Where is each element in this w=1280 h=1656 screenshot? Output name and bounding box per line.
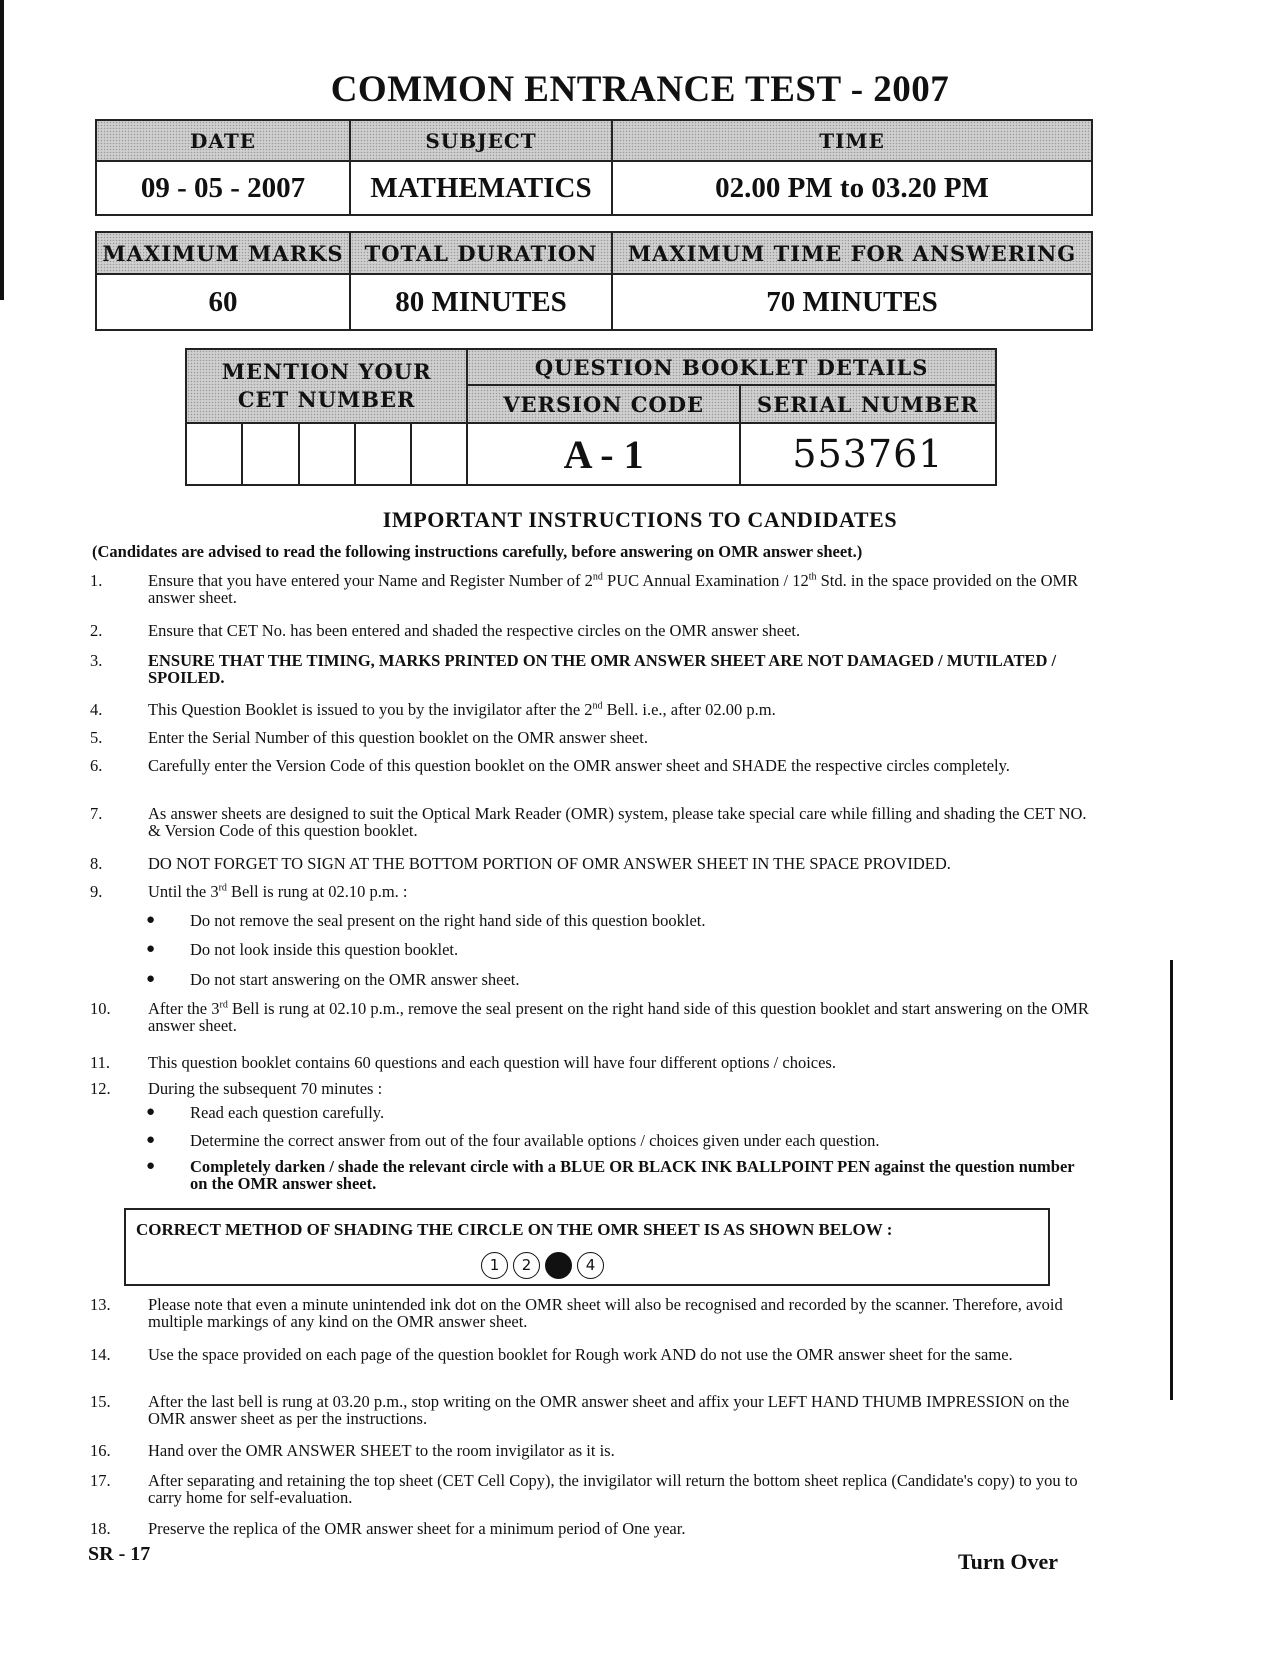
cet-digit-box[interactable] — [186, 423, 242, 485]
omr-circle-sample — [481, 1252, 604, 1279]
item-text: After the 3rd Bell is rung at 02.10 p.m., remove the seal present on the right hand side of this question booklet and start answering on the OMR answer sheet. — [148, 999, 1089, 1035]
version-code-label: VERSION CODE — [467, 385, 740, 423]
booklet-details-table — [185, 348, 997, 486]
instruction-item — [90, 855, 1096, 872]
cet-digit-box[interactable] — [355, 423, 411, 485]
instruction-item — [90, 1054, 1096, 1071]
item-number: 2. — [90, 621, 103, 640]
instruction-item — [90, 1472, 1096, 1506]
date-label: DATE — [96, 120, 350, 161]
exam-date: 09 - 05 - 2007 — [96, 161, 350, 215]
omr-circle-option-3-shaded — [545, 1252, 572, 1279]
instructions-subtitle: (Candidates are advised to read the following instructions carefully, before answering on OMR answer sheet.) — [92, 542, 863, 561]
exam-subject: MATHEMATICS — [350, 161, 612, 215]
exam-time: 02.00 PM to 03.20 PM — [612, 161, 1092, 215]
omr-circle-option-4: 4 — [577, 1252, 604, 1279]
turn-over-label: Turn Over — [958, 1549, 1059, 1574]
total-duration-label: TOTAL DURATION — [350, 232, 612, 274]
item-text: Ensure that CET No. has been entered and shaded the respective circles on the OMR answer sheet. — [148, 621, 801, 640]
item-text: Use the space provided on each page of the question booklet for Rough work AND do not use the OMR answer sheet for the same. — [148, 1345, 1013, 1364]
instruction-item — [90, 883, 1096, 900]
instruction-item — [90, 572, 1096, 606]
bullet-text: Do not look inside this question booklet. — [190, 940, 459, 959]
item-number: 3. — [90, 651, 103, 670]
version-code-value: A - 1 — [467, 423, 740, 485]
bullet-text: Determine the correct answer from out of the four available options / choices given under each question. — [190, 1131, 880, 1150]
serial-number-label: SERIAL NUMBER — [740, 385, 996, 423]
omr-circle-option-2: 2 — [513, 1252, 540, 1279]
cet-digit-box[interactable] — [411, 423, 467, 485]
instruction-item — [90, 805, 1096, 839]
item-text: During the subsequent 70 minutes : — [148, 1079, 383, 1098]
shading-method-box — [124, 1208, 1050, 1286]
cet-digit-box[interactable] — [299, 423, 355, 485]
bullet-item — [146, 1104, 1086, 1121]
item-number: 17. — [90, 1471, 111, 1490]
item-text: Preserve the replica of the OMR answer sheet for a minimum period of One year. — [148, 1519, 686, 1538]
item-number: 7. — [90, 804, 103, 823]
cet-label-line2: CET NUMBER — [237, 387, 416, 412]
instruction-item — [90, 757, 1096, 774]
instruction-item — [90, 622, 1096, 639]
max-marks-label: MAXIMUM MARKS — [96, 232, 350, 274]
bullet-dot-icon: ● — [146, 1104, 156, 1120]
instruction-item — [90, 1520, 1096, 1537]
max-time-label: MAXIMUM TIME FOR ANSWERING — [612, 232, 1092, 274]
max-marks-value: 60 — [96, 274, 350, 330]
omr-circle-option-1: 1 — [481, 1252, 508, 1279]
item-number: 14. — [90, 1345, 111, 1364]
item-text: ENSURE THAT THE TIMING, MARKS PRINTED ON THE OMR ANSWER SHEET ARE NOT DAMAGED / MUTILATED / SPOILED. — [148, 651, 1057, 687]
instruction-item — [90, 1346, 1096, 1363]
instruction-item — [90, 1393, 1096, 1427]
item-number: 4. — [90, 700, 103, 719]
item-text: This question booklet contains 60 questions and each question will have four different options / choices. — [148, 1053, 836, 1072]
instruction-item — [90, 701, 1096, 718]
instruction-item — [90, 1296, 1096, 1330]
bullet-dot-icon: ● — [146, 912, 156, 928]
instructions-title: IMPORTANT INSTRUCTIONS TO CANDIDATES — [382, 507, 898, 532]
marks-table — [95, 231, 1093, 331]
instruction-item — [90, 729, 1096, 746]
item-text: After separating and retaining the top sheet (CET Cell Copy), the invigilator will return the bottom sheet replica (Candidate's copy) to you to carry home for self-evaluation. — [148, 1471, 1078, 1507]
bullet-text: Read each question carefully. — [190, 1103, 385, 1122]
item-text: DO NOT FORGET TO SIGN AT THE BOTTOM PORTION OF OMR ANSWER SHEET IN THE SPACE PROVIDED. — [148, 854, 951, 873]
item-number: 13. — [90, 1295, 111, 1314]
item-number: 11. — [90, 1053, 111, 1072]
item-number: 16. — [90, 1441, 111, 1460]
item-number: 6. — [90, 756, 103, 775]
item-text: Until the 3rd Bell is rung at 02.10 p.m. : — [148, 882, 408, 901]
item-number: 5. — [90, 728, 103, 747]
item-text: Enter the Serial Number of this question booklet on the OMR answer sheet. — [148, 728, 648, 747]
item-number: 1. — [90, 571, 103, 590]
item-text: This Question Booklet is issued to you by the invigilator after the 2nd Bell. i.e., after 02.00 p.m. — [148, 700, 776, 719]
instruction-item — [90, 652, 1096, 686]
item-text: Ensure that you have entered your Name and Register Number of 2nd PUC Annual Examination / 12th Std. in the space provided on the OMR answer sheet. — [148, 571, 1079, 607]
serial-number-value: 553761 — [740, 423, 996, 485]
instruction-item — [90, 1000, 1096, 1034]
item-number: 12. — [90, 1079, 111, 1098]
bullet-dot-icon: ● — [146, 941, 156, 957]
cet-label-line1: MENTION YOUR — [221, 359, 432, 384]
cet-digit-box[interactable] — [242, 423, 298, 485]
item-number: 9. — [90, 882, 103, 901]
bullet-dot-icon: ● — [146, 971, 156, 987]
item-text: Please note that even a minute unintended ink dot on the OMR sheet will also be recognised and recorded by the scanner. Therefore, avoid multiple markings of any kind on the OMR answer sheet. — [148, 1295, 1063, 1331]
shading-method-title: CORRECT METHOD OF SHADING THE CIRCLE ON THE OMR SHEET IS AS SHOWN BELOW : — [136, 1220, 893, 1239]
item-text: Hand over the OMR ANSWER SHEET to the room invigilator as it is. — [148, 1441, 615, 1460]
scan-edge-mark — [0, 0, 4, 300]
booklet-details-label: QUESTION BOOKLET DETAILS — [467, 349, 996, 385]
item-number: 8. — [90, 854, 103, 873]
bullet-item — [146, 941, 1086, 958]
item-number: 15. — [90, 1392, 111, 1411]
scan-edge-mark — [1170, 960, 1173, 1400]
bullet-text: Do not start answering on the OMR answer sheet. — [190, 970, 520, 989]
page-title: COMMON ENTRANCE TEST - 2007 — [330, 69, 950, 110]
item-number: 18. — [90, 1519, 111, 1538]
instruction-item — [90, 1442, 1096, 1459]
max-time-value: 70 MINUTES — [612, 274, 1092, 330]
cet-number-label — [186, 349, 467, 423]
item-text: After the last bell is rung at 03.20 p.m., stop writing on the OMR answer sheet and affix your LEFT HAND THUMB IMPRESSION on the OMR answer sheet as per the instructions. — [148, 1392, 1070, 1428]
item-text: Carefully enter the Version Code of this question booklet on the OMR answer sheet and SHADE the respective circles completely. — [148, 756, 1010, 775]
item-number: 10. — [90, 999, 111, 1018]
bullet-text: Completely darken / shade the relevant circle with a BLUE OR BLACK INK BALLPOINT PEN against the question number on the OMR answer sheet. — [190, 1157, 1075, 1193]
bullet-item — [146, 1158, 1086, 1192]
time-label: TIME — [612, 120, 1092, 161]
bullet-item — [146, 1132, 1086, 1149]
bullet-item — [146, 971, 1086, 988]
page-code: SR - 17 — [88, 1543, 151, 1565]
exam-info-table — [95, 119, 1093, 216]
total-duration-value: 80 MINUTES — [350, 274, 612, 330]
instruction-item — [90, 1080, 1096, 1097]
bullet-dot-icon: ● — [146, 1132, 156, 1148]
bullet-item — [146, 912, 1086, 929]
subject-label: SUBJECT — [350, 120, 612, 161]
bullet-text: Do not remove the seal present on the right hand side of this question booklet. — [190, 911, 706, 930]
item-text: As answer sheets are designed to suit the Optical Mark Reader (OMR) system, please take special care while filling and shading the CET NO. & Version Code of this question booklet. — [148, 804, 1087, 840]
bullet-dot-icon: ● — [146, 1158, 156, 1174]
